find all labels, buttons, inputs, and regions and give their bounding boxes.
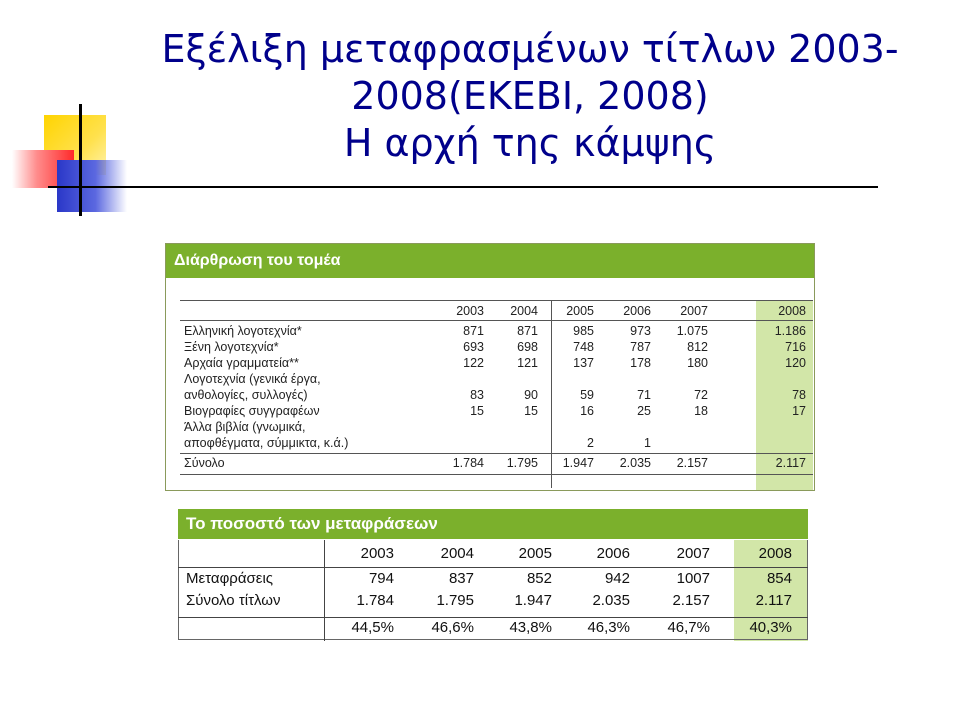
row-label: αποφθέγματα, σύμμικτα, κ.ά.): [184, 436, 349, 450]
row-label: Άλλα βιβλία (γνωμικά,: [184, 420, 306, 434]
table-cell: 78: [792, 388, 806, 402]
row-label: Μεταφράσεις: [186, 570, 274, 587]
title-underline: [48, 186, 878, 188]
table-cell: 1.947: [562, 456, 594, 470]
year-header: 2007: [676, 545, 710, 562]
table-cell: 43,8%: [509, 619, 552, 636]
table-cell: 120: [785, 356, 806, 370]
translation-share-table: [178, 509, 808, 641]
table-cell: 693: [463, 340, 484, 354]
table-cell: 15: [470, 404, 484, 418]
table-cell: 985: [573, 324, 594, 338]
table-cell: 18: [694, 404, 708, 418]
table-cell: 1.795: [436, 592, 474, 609]
table-cell: 83: [470, 388, 484, 402]
table-cell: 1.795: [506, 456, 538, 470]
table-cell: 973: [630, 324, 651, 338]
table-cell: 2.157: [676, 456, 708, 470]
table-cell: 2.035: [592, 592, 630, 609]
year-header: 2003: [360, 545, 394, 562]
year-header: 2003: [456, 304, 484, 318]
year-header: 2008: [778, 304, 806, 318]
row-label: Σύνολο τίτλων: [186, 592, 281, 609]
total-rule: [178, 617, 808, 618]
table-cell: 812: [687, 340, 708, 354]
table-cell: 46,3%: [587, 619, 630, 636]
year-header: 2004: [440, 545, 474, 562]
year-header: 2008: [758, 545, 792, 562]
header-rule: [178, 567, 808, 568]
row-label: Σύνολο: [184, 456, 225, 470]
table-cell: 90: [524, 388, 538, 402]
row-label: ανθολογίες, συλλογές): [184, 388, 308, 402]
table-cell: 137: [573, 356, 594, 370]
total-rule-top: [180, 453, 813, 454]
title-line-1: Εξέλιξη μεταφρασμένων τίτλων 2003-: [161, 27, 899, 71]
year-header: 2006: [623, 304, 651, 318]
table-cell: 15: [524, 404, 538, 418]
table-cell: 180: [687, 356, 708, 370]
table-cell: 716: [785, 340, 806, 354]
table-cell: 46,7%: [667, 619, 710, 636]
title-line-2: 2008(ΕΚΕΒΙ, 2008): [351, 74, 709, 118]
year-header: 2005: [566, 304, 594, 318]
table-cell: 1.784: [452, 456, 484, 470]
header-rule-top: [180, 300, 813, 301]
table-cell: 837: [448, 570, 474, 587]
row-label: Λογοτεχνία (γενικά έργα,: [184, 372, 321, 386]
table-cell: 698: [517, 340, 538, 354]
slide-title: [150, 26, 910, 167]
table-cell: 44,5%: [351, 619, 394, 636]
total-rule-bottom: [180, 474, 813, 475]
table-cell: 1: [644, 436, 651, 450]
table-cell: 854: [766, 570, 792, 587]
logo-vertical-line: [79, 104, 82, 216]
row-label: Ξένη λογοτεχνία*: [184, 340, 279, 354]
table-cell: 2: [587, 436, 594, 450]
row-label: Ελληνική λογοτεχνία*: [184, 324, 302, 338]
year-header: 2005: [518, 545, 552, 562]
table-title: Διάρθρωση του τομέα: [166, 244, 814, 278]
table-cell: 787: [630, 340, 651, 354]
table-cell: 1007: [676, 570, 710, 587]
table-cell: 1.947: [514, 592, 552, 609]
table-cell: 71: [637, 388, 651, 402]
table-cell: 748: [573, 340, 594, 354]
table-cell: 178: [630, 356, 651, 370]
table-cell: 942: [604, 570, 630, 587]
table-cell: 1.075: [676, 324, 708, 338]
table-cell: 59: [580, 388, 594, 402]
table-cell: 2.117: [755, 592, 792, 609]
year-header: 2007: [680, 304, 708, 318]
year-header: 2006: [596, 545, 630, 562]
title-line-3: Η αρχή της κάμψης: [343, 121, 717, 165]
table-cell: 17: [792, 404, 806, 418]
table-cell: 1.186: [774, 324, 806, 338]
table-cell: 852: [526, 570, 552, 587]
table-cell: 871: [463, 324, 484, 338]
year-header: 2004: [510, 304, 538, 318]
table-cell: 16: [580, 404, 594, 418]
table-cell: 121: [517, 356, 538, 370]
header-rule-bottom: [180, 320, 813, 321]
sector-structure-table: [165, 243, 815, 491]
table-cell: 72: [694, 388, 708, 402]
table-cell: 40,3%: [749, 619, 792, 636]
table-cell: 2.035: [619, 456, 651, 470]
table-cell: 794: [368, 570, 394, 587]
table-cell: 2.117: [775, 456, 806, 470]
row-label: Βιογραφίες συγγραφέων: [184, 404, 320, 418]
table-cell: 871: [517, 324, 538, 338]
table-cell: 25: [637, 404, 651, 418]
table-cell: 122: [463, 356, 484, 370]
table-title: Το ποσοστό των μεταφράσεων: [178, 509, 808, 539]
table-cell: 1.784: [356, 592, 394, 609]
table-cell: 46,6%: [431, 619, 474, 636]
table-cell: 2.157: [672, 592, 710, 609]
row-label: Αρχαία γραμματεία**: [184, 356, 299, 370]
